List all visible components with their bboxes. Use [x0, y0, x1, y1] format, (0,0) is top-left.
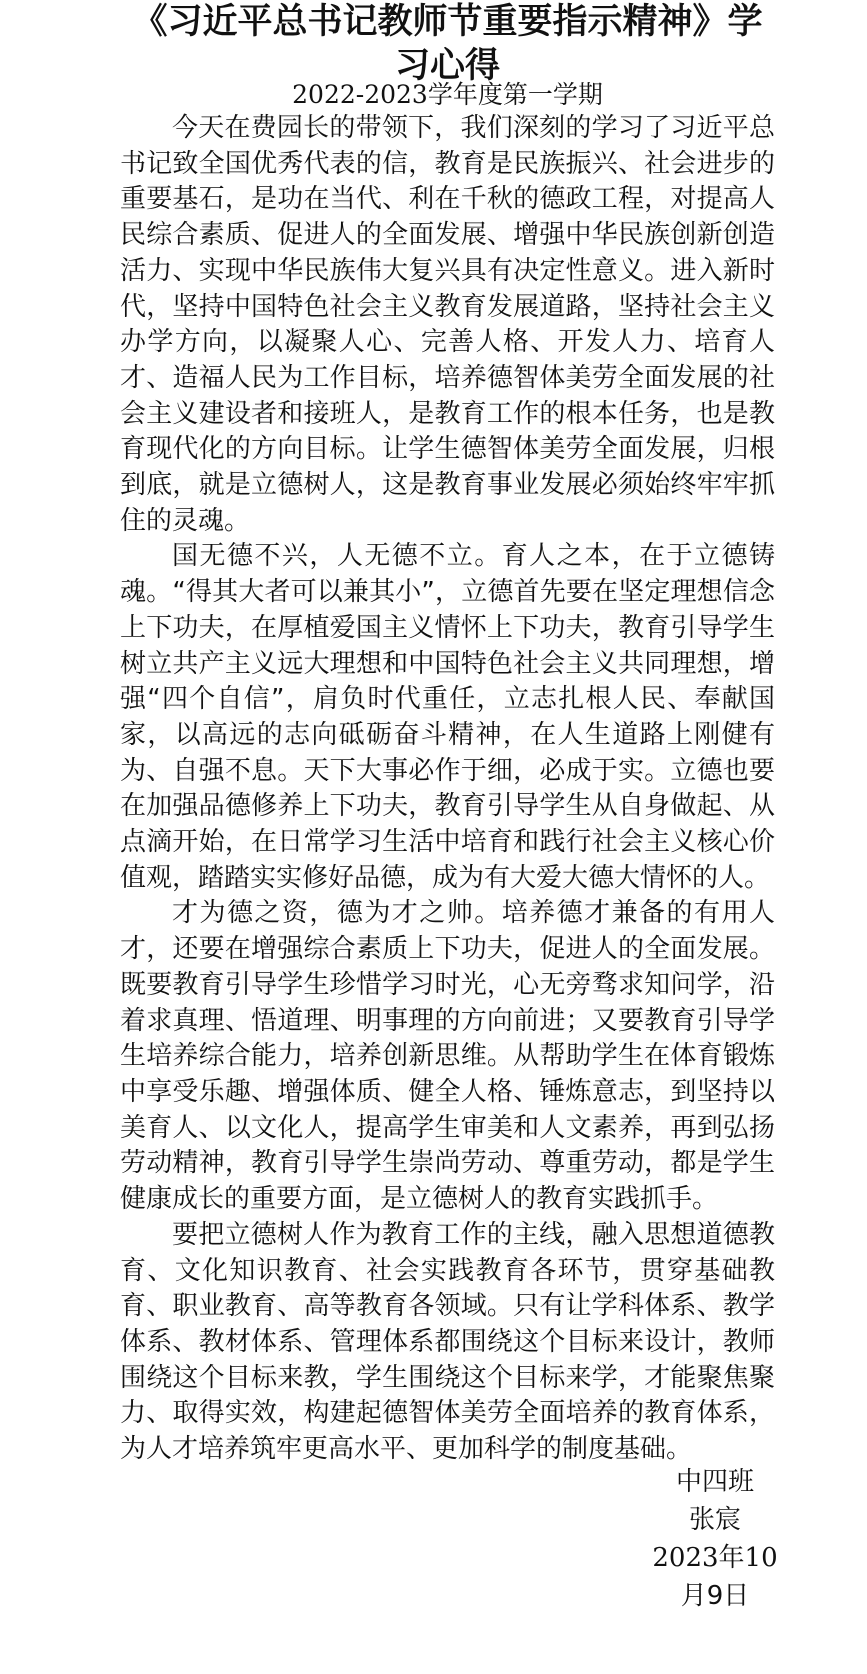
signature-date-line-2: 月9日	[680, 1581, 750, 1611]
signature-author: 张宸	[688, 1505, 741, 1535]
semester-subtitle: 2022-2023学年度第一学期	[292, 80, 603, 109]
signature-class: 中四班	[675, 1467, 754, 1497]
document-body	[120, 111, 775, 1468]
paragraph-3: 才为德之资，德为才之帅。培养德才兼备的有用人才，还要在增强综合素质上下功夫，促进人的全面发展。既要教育引导学生珍惜学习时光，心无旁骛求知问学，沿着求真理、悟道理、明事理的方向前进；又要教育引导学生培养综合能力，培养创新思维。从帮助学生在体育锻炼中享受乐趣、增强体质、健全人格、锤炼意志，到坚持以美育人、以文化人，提高学生审美和人文素养，再到弘扬劳动精神，教育引导学生崇尚劳动、尊重劳动，都是学生健康成长的重要方面，是立德树人的教育实践抓手。	[120, 898, 775, 1215]
paragraph-2: 国无德不兴，人无德不立。育人之本，在于立德铸魂。“得其大者可以兼其小”，立德首先要在坚定理想信念上下功夫，在厚植爱国主义情怀上下功夫，教育引导学生树立共产主义远大理想和中国特色社会主义共同理想，增强“四个自信”，肩负时代重任，立志扎根人民、奉献国家，以高远的志向砥砺奋斗精神，在人生道路上刚健有为、自强不息。天下大事必作于细，必成于实。立德也要在加强品德修养上下功夫，教育引导学生从自身做起、从点滴开始，在日常学习生活中培育和践行社会主义核心价值观，踏踏实实修好品德，成为有大爱大德大情怀的人。	[120, 541, 775, 893]
document-title: 《习近平总书记教师节重要指示精神》学习心得	[132, 2, 763, 86]
paragraph-1: 今天在费园长的带领下，我们深刻的学习了习近平总书记致全国优秀代表的信，教育是民族振兴、社会进步的重要基石，是功在当代、利在千秋的德政工程，对提高人民综合素质、促进人的全面发展、增强中华民族创新创造活力、实现中华民族伟大复兴具有决定性意义。进入新时代，坚持中国特色社会主义教育发展道路，坚持社会主义办学方向，以凝聚人心、完善人格、开发人力、培育人才、造福人民为工作目标，培养德智体美劳全面发展的社会主义建设者和接班人，是教育工作的根本任务，也是教育现代化的方向目标。让学生德智体美劳全面发展，归根到底，就是立德树人，这是教育事业发展必须始终牢牢抓住的灵魂。	[120, 113, 775, 536]
signature-block	[640, 1463, 790, 1615]
paragraph-4: 要把立德树人作为教育工作的主线，融入思想道德教育、文化知识教育、社会实践教育各环节，贯穿基础教育、职业教育、高等教育各领域。只有让学科体系、教学体系、教材体系、管理体系都围绕这个目标来设计，教师围绕这个目标来教，学生围绕这个目标来学，才能聚焦聚力、取得实效，构建起德智体美劳全面培养的教育体系，为人才培养筑牢更高水平、更加科学的制度基础。	[120, 1219, 775, 1465]
signature-date-line-1: 2023年10	[652, 1543, 778, 1573]
